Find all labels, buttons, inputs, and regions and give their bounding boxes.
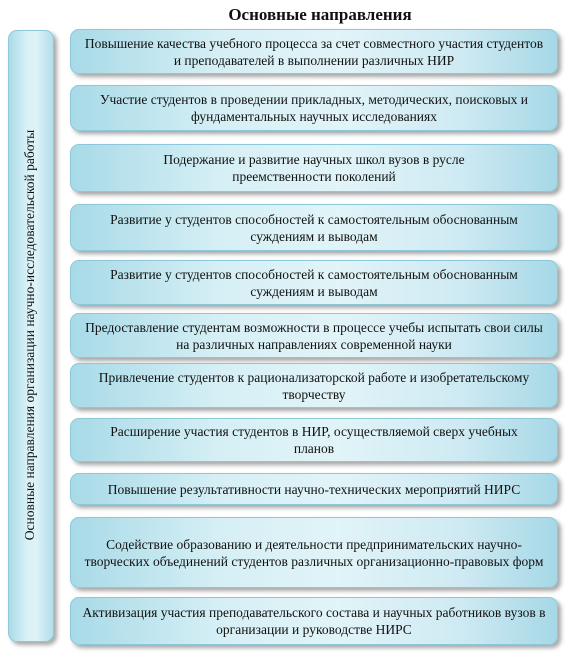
- direction-box-9: [70, 473, 558, 505]
- direction-box-11: [70, 597, 558, 645]
- direction-box-6: [70, 313, 558, 358]
- direction-box-8: [70, 418, 558, 462]
- direction-box-1: [70, 29, 558, 74]
- direction-text: Развитие у студентов способностей к самостоятельным обоснованным суждениям и выводам: [110, 211, 518, 244]
- direction-box-4: [70, 204, 558, 251]
- direction-text: Предоставление студентам возможности в процессе учебы испытать свои силы на различных направлениях современной науки: [85, 319, 543, 352]
- direction-text: Подержание и развитие научных школ вузов в русле преемственности поколений: [163, 152, 465, 184]
- diagram-title: Основные направления: [228, 5, 412, 24]
- direction-box-10: [70, 517, 558, 588]
- direction-text: Повышение качества учебного процесса за счет совместного участия студентов и преподавателей в выполнении различных НИР: [84, 35, 544, 68]
- direction-box-7: [70, 363, 558, 408]
- direction-text: Расширение участия студентов в НИР, осуществляемой сверх учебных планов: [110, 424, 518, 456]
- side-category-label: Основные направления организации научно-исследовательской работы: [22, 129, 37, 541]
- direction-text: Содействие образованию и деятельности предпринимательских научно-творческих объединений студентов различных организационно-правовых форм: [84, 536, 544, 569]
- direction-box-3: [70, 144, 558, 192]
- direction-text: Повышение результативности научно-технических мероприятий НИРС: [107, 481, 521, 497]
- direction-text: Развитие у студентов способностей к самостоятельным обоснованным суждениям и выводам: [110, 266, 518, 299]
- direction-text: Участие студентов в проведении прикладных, методических, поисковых и фундаментальных научных исследованиях: [99, 92, 529, 124]
- direction-text: Привлечение студентов к рационализаторской работе и изобретательскому творчеству: [98, 369, 530, 402]
- direction-box-2: [70, 85, 558, 131]
- direction-box-5: [70, 260, 558, 305]
- direction-text: Активизация участия преподавательского состава и научных работников вузов в организации и руководстве НИРС: [82, 605, 546, 637]
